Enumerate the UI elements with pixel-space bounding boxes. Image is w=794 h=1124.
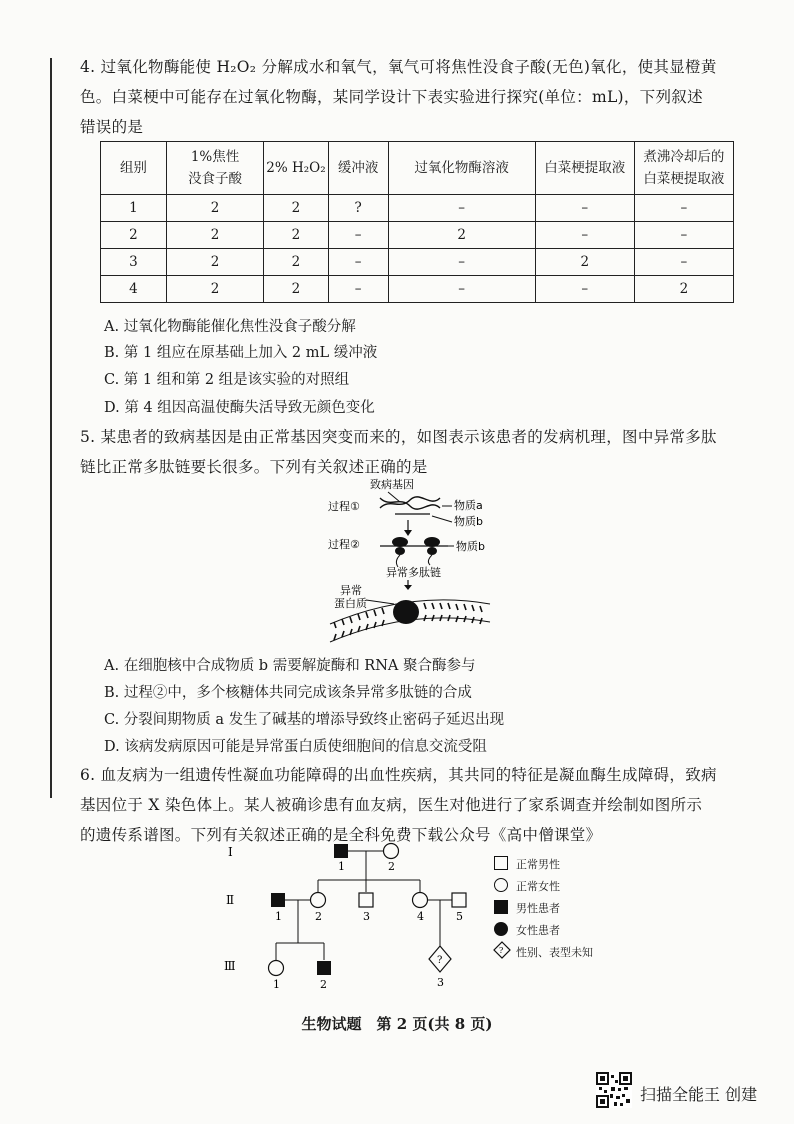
gen1-female-normal: [384, 844, 399, 859]
process1-label: 过程①: [328, 500, 360, 513]
substance-b-label-2: 物质b: [456, 540, 485, 553]
gen3-num-1: 1: [273, 978, 280, 990]
q6-stem: [80, 760, 770, 850]
legend-symbol-unknown: [492, 940, 512, 960]
table-header-row: [101, 142, 734, 195]
substance-b-pointer: [432, 516, 452, 522]
gen2-male-normal-5: [452, 893, 466, 907]
q4-option-c: C. 第 1 组和第 2 组是该实验的对照组: [104, 372, 350, 388]
legend-symbol-male-affected: [494, 900, 508, 914]
q4-line3: 错误的是: [80, 118, 144, 136]
table-cell: 2: [166, 276, 263, 303]
gen-label-1: Ⅰ: [228, 845, 233, 859]
q5-option-b: B. 过程②中，多个核糖体共同完成该条异常多肽链的合成: [104, 685, 472, 701]
arrow-head-1: [404, 530, 412, 536]
legend-label-male-normal: 正常男性: [516, 858, 560, 871]
table-cell: 2: [535, 249, 634, 276]
gen1-num-1: 1: [338, 860, 345, 873]
table-cell: 2: [166, 249, 263, 276]
q5-line2: 链比正常多肽链要长很多。下列有关叙述正确的是: [80, 458, 428, 476]
table-cell: –: [634, 195, 733, 222]
page-footer: 生物试题 第 2 页(共 8 页): [301, 1015, 493, 1033]
table-cell: 2: [166, 195, 263, 222]
legend-symbol-male-normal: [494, 856, 508, 870]
header-cell-cabbage-extract: 白菜梗提取液: [535, 142, 634, 195]
gen2-num-2: 2: [315, 910, 322, 923]
gen-label-3: Ⅲ: [224, 959, 236, 973]
header-cell-boiled-extract: 煮沸冷却后的 白菜梗提取液: [634, 142, 733, 195]
table-cell: –: [535, 276, 634, 303]
table-row: [101, 276, 734, 303]
scanner-watermark: 扫描全能王 创建: [640, 1085, 758, 1104]
table-cell: 2: [634, 276, 733, 303]
q5-option-d: D. 该病发病原因可能是异常蛋白质使细胞间的信息交流受阻: [104, 739, 487, 755]
table-row: [101, 249, 734, 276]
gen1-male-affected: [334, 844, 348, 858]
table-row: [101, 222, 734, 249]
gen3-unknown-mark: ?: [437, 955, 443, 966]
table-cell: 2: [264, 276, 328, 303]
table-cell: –: [535, 195, 634, 222]
table-cell: –: [328, 222, 388, 249]
table-cell: 3: [101, 249, 167, 276]
margin-line: [50, 58, 52, 798]
ribosome-1-small: [395, 547, 405, 555]
q5-option-a: A. 在细胞核中合成物质 b 需要解旋酶和 RNA 聚合酶参与: [104, 658, 476, 674]
table-cell: 4: [101, 276, 167, 303]
table-cell: 2: [388, 222, 535, 249]
legend-symbol-female-affected: [494, 922, 508, 936]
header-cell-pyrogallol: 1%焦性 没食子酸: [166, 142, 263, 195]
abnormal-protein-label-2: 蛋白质: [334, 597, 367, 610]
ribosome-2-small: [427, 547, 437, 555]
table-cell: ?: [328, 195, 388, 222]
gen-label-2: Ⅱ: [226, 893, 235, 907]
gen3-male-affected-2: [317, 961, 331, 975]
q5-option-c: C. 分裂间期物质 a 发生了碱基的增添导致终止密码子延迟出现: [104, 712, 505, 728]
abnormal-protein-icon: [393, 600, 419, 624]
gen2-num-4: 4: [417, 910, 424, 923]
gen2-num-3: 3: [363, 910, 370, 923]
gen3-num-2: 2: [320, 978, 327, 990]
q6-line2: 基因位于 X 染色体上。某人被确诊患有血友病，医生对他进行了家系调查并绘制如图所示: [80, 796, 703, 814]
gen3-num-3: 3: [437, 976, 444, 989]
table-cell: 2: [101, 222, 167, 249]
q4-option-b: B. 第 1 组应在原基础上加入 2 mL 缓冲液: [104, 345, 378, 361]
header-cell-buffer: 缓冲液: [328, 142, 388, 195]
table-cell: –: [634, 222, 733, 249]
table-cell: 2: [264, 249, 328, 276]
table-row: [101, 195, 734, 222]
abnormal-protein-label-1: 异常: [340, 584, 362, 597]
abnormal-protein-pointer: [366, 600, 394, 604]
table-cell: –: [634, 249, 733, 276]
substance-b-label-1: 物质b: [454, 515, 483, 528]
peptide-chain-2: [428, 555, 432, 565]
header-cell-peroxidase: 过氧化物酶溶液: [388, 142, 535, 195]
gen2-female-normal-2: [311, 893, 326, 908]
table-cell: –: [388, 195, 535, 222]
gen2-num-5: 5: [456, 910, 463, 923]
q6-line1: 6. 血友病为一组遗传性凝血功能障碍的出血性疾病，其共同的特征是凝血酶生成障碍，致病: [80, 766, 717, 784]
q4-option-a: A. 过氧化物酶能催化焦性没食子酸分解: [104, 319, 356, 335]
q6-pedigree-chart: [220, 838, 490, 990]
q4-stem: [80, 52, 770, 142]
ribosome-2: [424, 537, 440, 547]
header-cell-h2o2: 2% H₂O₂: [264, 142, 328, 195]
legend-label-male-affected: 男性患者: [516, 902, 560, 915]
table-cell: 2: [264, 222, 328, 249]
table-cell: –: [388, 276, 535, 303]
gene-pointer: [388, 492, 400, 502]
q5-mechanism-figure: [320, 472, 500, 652]
substance-a-label: 物质a: [454, 499, 483, 512]
q5-line1: 5. 某患者的致病基因是由正常基因突变而来的，如图表示该患者的发病机理，图中异常多肽: [80, 428, 717, 446]
table-cell: –: [328, 249, 388, 276]
table-cell: 2: [166, 222, 263, 249]
abnormal-peptide-label: 异常多肽链: [386, 566, 441, 579]
gen1-num-2: 2: [388, 860, 395, 873]
q4-experiment-table: [100, 141, 734, 303]
table-cell: 1: [101, 195, 167, 222]
q4-line1: 4. 过氧化物酶能使 H₂O₂ 分解成水和氧气，氧气可将焦性没食子酸(无色)氧化，使其显橙黄: [80, 58, 717, 76]
legend-label-female-affected: 女性患者: [516, 924, 560, 937]
q6-line3: 的遗传系谱图。下列有关叙述正确的是全科免费下载公众号《高中僧课堂》: [80, 826, 602, 844]
table-cell: –: [328, 276, 388, 303]
legend-label-female-normal: 正常女性: [516, 880, 560, 893]
ribosome-1: [392, 537, 408, 547]
gene-label: 致病基因: [370, 478, 414, 491]
legend-symbol-female-normal: [494, 878, 508, 892]
arrow-head-2: [404, 585, 412, 590]
gen2-male-normal-3: [359, 893, 373, 907]
q4-line2: 色。白菜梗中可能存在过氧化物酶，某同学设计下表实验进行探究(单位：mL)，下列叙述: [80, 88, 703, 106]
table-cell: –: [535, 222, 634, 249]
process2-label: 过程②: [328, 538, 360, 551]
qr-code-icon: [596, 1072, 632, 1108]
gen3-female-normal-1: [269, 961, 284, 976]
legend-unknown-mark: ?: [499, 946, 504, 955]
table-cell: 2: [264, 195, 328, 222]
gen2-male-affected-1: [271, 893, 285, 907]
legend-label-unknown: 性别、表型未知: [516, 946, 593, 959]
gen2-female-normal-4: [413, 893, 428, 908]
header-cell-group: 组别: [101, 142, 167, 195]
table-cell: –: [388, 249, 535, 276]
gen2-num-1: 1: [275, 910, 282, 923]
q4-option-d: D. 第 4 组因高温使酶失活导致无颜色变化: [104, 400, 375, 416]
